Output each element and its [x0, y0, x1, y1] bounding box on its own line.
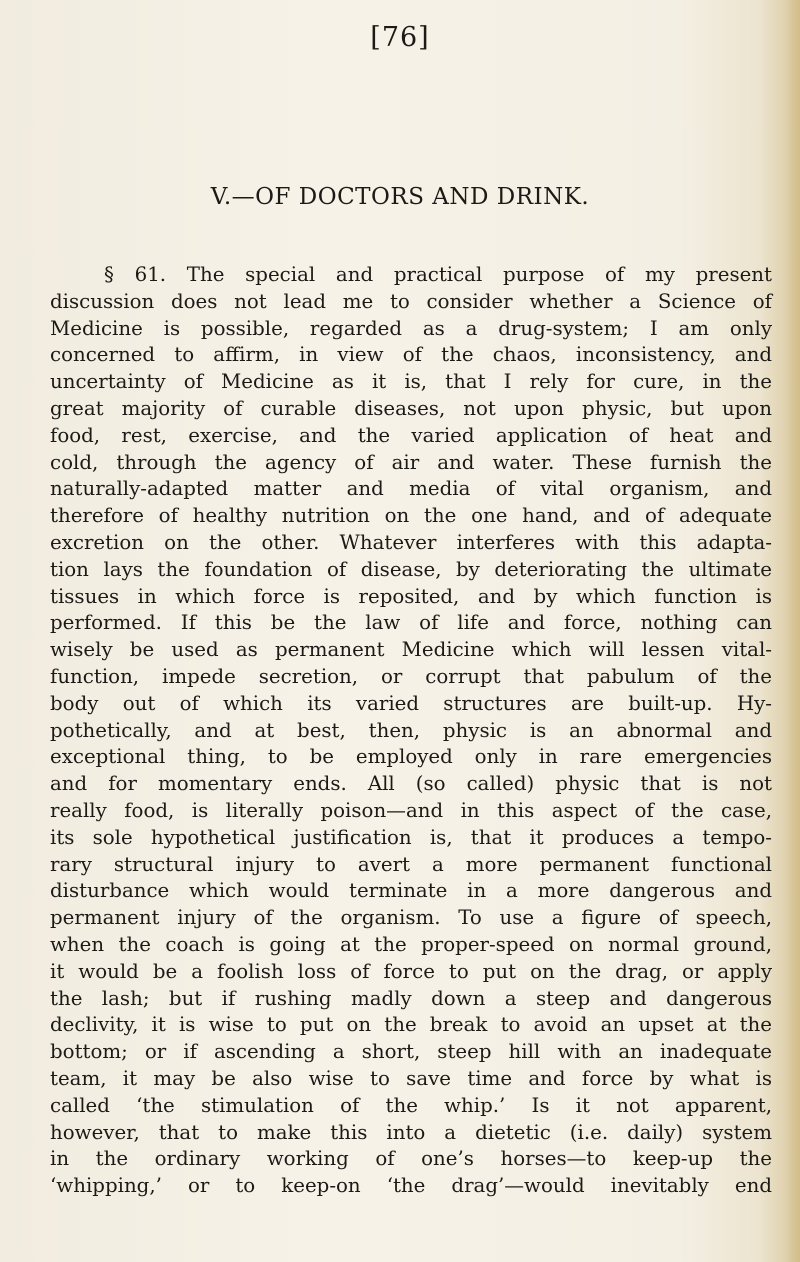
paragraph-line: tion lays the foundation of disease, by deteriorating the ultimate: [50, 557, 772, 581]
paragraph-line: disturbance which would terminate in a more dangerous and: [50, 879, 772, 903]
paragraph-line: declivity, it is wise to put on the break to avoid an upset at the: [50, 1013, 772, 1037]
paragraph-line: permanent injury of the organism. To use a figure of speech,: [50, 906, 772, 930]
paragraph-line: and for momentary ends. All (so called) physic that is not: [50, 772, 772, 796]
paragraph-line: uncertainty of Medicine as it is, that I rely for cure, in the: [50, 370, 772, 394]
paragraph-line: discussion does not lead me to consider whether a Science of: [50, 289, 772, 313]
paragraph-line: team, it may be also wise to save time and force by what is: [50, 1066, 772, 1090]
page-number: [76]: [370, 22, 430, 53]
paragraph-line: naturally-adapted matter and media of vital organism, and: [50, 477, 772, 501]
section-paragraph: [50, 262, 772, 1200]
paragraph-line: function, impede secretion, or corrupt that pabulum of the: [50, 664, 772, 688]
paragraph-line: wisely be used as permanent Medicine which will lessen vital-: [50, 638, 772, 662]
paragraph-line: rary structural injury to avert a more permanent functional: [50, 852, 772, 876]
paragraph-line: pothetically, and at best, then, physic is an abnormal and: [50, 718, 772, 742]
paragraph-line: Medicine is possible, regarded as a drug-system; I am only: [50, 316, 772, 340]
paragraph-line: § 61. The special and practical purpose of my present: [104, 263, 772, 286]
paragraph-line: exceptional thing, to be employed only in rare emergencies: [50, 745, 772, 769]
paragraph-line: cold, through the agency of air and water. These furnish the: [50, 450, 772, 474]
paragraph-line: ‘whipping,’ or to keep-on ‘the drag’—would inevitably end: [50, 1174, 772, 1198]
paragraph-line: the lash; but if rushing madly down a steep and dangerous: [50, 986, 772, 1010]
paragraph-line: in the ordinary working of one’s horses—to keep-up the: [50, 1147, 772, 1171]
paragraph-line: however, that to make this into a dietetic (i.e. daily) system: [50, 1120, 772, 1144]
chapter-title: V.—OF DOCTORS AND DRINK.: [210, 184, 590, 210]
paragraph-line: great majority of curable diseases, not upon physic, but upon: [50, 396, 772, 420]
paragraph-line: when the coach is going at the proper-speed on normal ground,: [50, 932, 772, 956]
paragraph-line: concerned to affirm, in view of the chaos, inconsistency, and: [50, 343, 772, 367]
paragraph-line: called ‘the stimulation of the whip.’ Is it not apparent,: [50, 1093, 772, 1117]
paragraph-line: body out of which its varied structures are built-up. Hy-: [50, 691, 772, 715]
paragraph-line: therefore of healthy nutrition on the one hand, and of adequate: [50, 504, 772, 528]
paragraph-line: excretion on the other. Whatever interferes with this adapta-: [50, 530, 772, 554]
paragraph-line: bottom; or if ascending a short, steep hill with an inadequate: [50, 1040, 772, 1064]
paragraph-line: its sole hypothetical justification is, that it produces a tempo-: [50, 825, 772, 849]
paragraph-line: tissues in which force is reposited, and by which function is: [50, 584, 772, 608]
paragraph-line: food, rest, exercise, and the varied application of heat and: [50, 423, 772, 447]
paragraph-line: really food, is literally poison—and in this aspect of the case,: [50, 798, 772, 822]
paragraph-line: performed. If this be the law of life and force, nothing can: [50, 611, 772, 635]
paragraph-line: it would be a foolish loss of force to put on the drag, or apply: [50, 959, 772, 983]
